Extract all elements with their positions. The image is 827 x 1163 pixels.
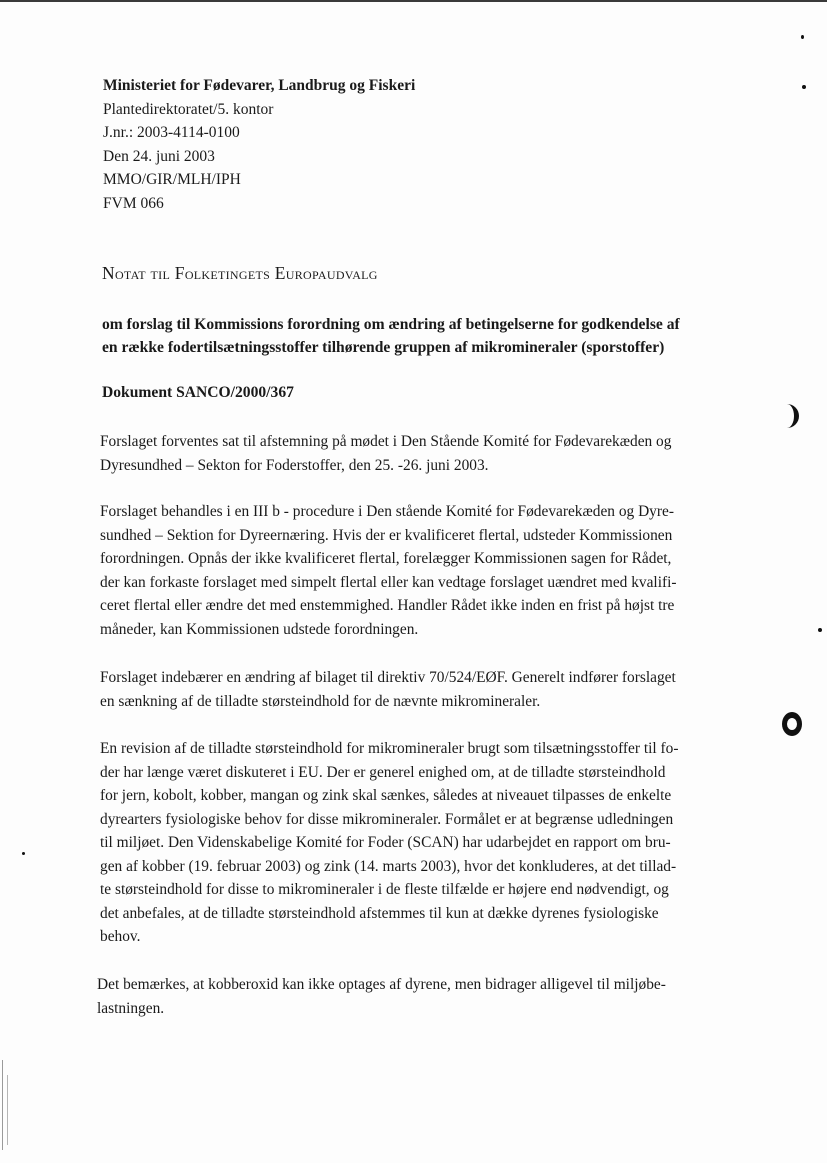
- text-line: lastningen.: [97, 999, 165, 1017]
- paragraph-revision: [100, 737, 730, 949]
- reference-code: FVM 066: [103, 194, 164, 212]
- text-line: til miljøet. Den Videnskabelige Komité for Foder (SCAN) har udarbejdet en rapport om bru-: [100, 834, 671, 851]
- document-date: Den 24. juni 2003: [103, 147, 215, 165]
- paragraph-voting: [100, 430, 730, 477]
- text-line: forordningen. Opnås der ikke kvalificeret flertal, forelægger Kommissionen sagen for Rådet,: [100, 550, 672, 567]
- title-initial: E: [274, 263, 286, 283]
- text-line: ceret flertal eller ændre det med enstemmighed. Handler Rådet ikke inden en frist på højst tre: [100, 597, 675, 614]
- title-initial: N: [102, 263, 115, 283]
- text-line: En revision af de tilladte størsteindhold for mikromineraler brugt som tilsætningsstoffer til fo-: [100, 740, 679, 757]
- document-reference: Dokument SANCO/2000/367: [102, 384, 294, 401]
- text-line: Forslaget indebærer en ændring af bilaget til direktiv 70/524/EØF. Generelt indfører forslaget: [100, 669, 676, 686]
- scan-speck: [22, 852, 25, 855]
- scan-speck: [818, 628, 822, 632]
- title-initial: F: [174, 263, 185, 283]
- text-line: behov.: [100, 928, 141, 945]
- paragraph-note: [97, 973, 727, 1020]
- scan-top-border: [0, 0, 827, 2]
- journal-number: J.nr.: 2003-4114-0100: [103, 124, 240, 141]
- paragraph-procedure: [100, 500, 730, 641]
- text-line: Forslaget behandles i en III b - procedure i Den stående Komité for Fødevarekæden og Dyre-: [100, 503, 674, 520]
- text-line: Forslaget forventes sat til afstemning på mødet i Den Stående Komité for Fødevarekæden og: [100, 433, 672, 450]
- page-title: [102, 263, 378, 284]
- text-line: for jern, kobolt, kobber, mangan og zink skal sænkes, således at niveauet tilpasses de enkelte: [100, 787, 672, 804]
- text-line: gen af kobber (19. februar 2003) og zink (14. marts 2003), hvor det konkluderes, at det tillad-: [100, 857, 677, 875]
- author-initials: MMO/GIR/MLH/IPH: [103, 171, 241, 188]
- punch-hole-mark: [782, 712, 802, 736]
- ministry-name: Ministeriet for Fødevarer, Landbrug og Fiskeri: [103, 77, 416, 94]
- scan-edge-line: [2, 1060, 3, 1150]
- office-name: Plantedirektoratet/5. kontor: [103, 100, 274, 118]
- subject-heading: [102, 313, 742, 359]
- title-text: otat til: [114, 263, 175, 283]
- letter-header: [103, 74, 415, 215]
- title-text: uropaudvalg: [285, 263, 378, 283]
- text-line: der har længe været diskuteret i EU. Der er generel enighed om, at de tilladte størsteindhold: [100, 763, 666, 781]
- scan-speck: [801, 35, 804, 39]
- text-line: te størsteindhold for disse to mikromineraler i de fleste tilfælde er højere end nødvendigt, og: [100, 881, 669, 898]
- text-line: dyrearters fysiologiske behov for disse mikromineraler. Formålet er at begrænse udledningen: [100, 810, 674, 828]
- scan-speck: [802, 85, 806, 89]
- subject-line: om forslag til Kommissions forordning om ændring af betingelserne for godkendelse af: [102, 316, 680, 333]
- scan-edge-line: [7, 1075, 8, 1145]
- paragraph-amendment: [100, 666, 730, 713]
- text-line: Det bemærkes, at kobberoxid kan ikke optages af dyrene, men bidrager alligevel til miljøbe-: [97, 976, 666, 993]
- text-line: en sænkning af de tilladte størsteindhold for de nævnte mikromineraler.: [100, 692, 541, 710]
- punch-hole-mark: [782, 404, 799, 428]
- text-line: der kan forkaste forslaget med simpelt flertal eller kan vedtage forslaget uændret med kvalifi-: [100, 573, 677, 591]
- text-line: sundhed – Sektion for Dyreernæring. Hvis der er kvalificeret flertal, udsteder Kommissionen: [100, 526, 673, 544]
- text-line: det anbefales, at de tilladte størsteindhold afstemmes til kun at dække dyrenes fysiologiske: [100, 904, 659, 922]
- title-text: olketingets: [184, 263, 275, 283]
- subject-line: en række fodertilsætningsstoffer tilhørende gruppen af mikromineraler (sporstoffer): [102, 339, 665, 356]
- text-line: måneder, kan Kommissionen udstede forordningen.: [100, 620, 419, 638]
- text-line: Dyresundhed – Sekton for Foderstoffer, den 25. -26. juni 2003.: [100, 456, 489, 474]
